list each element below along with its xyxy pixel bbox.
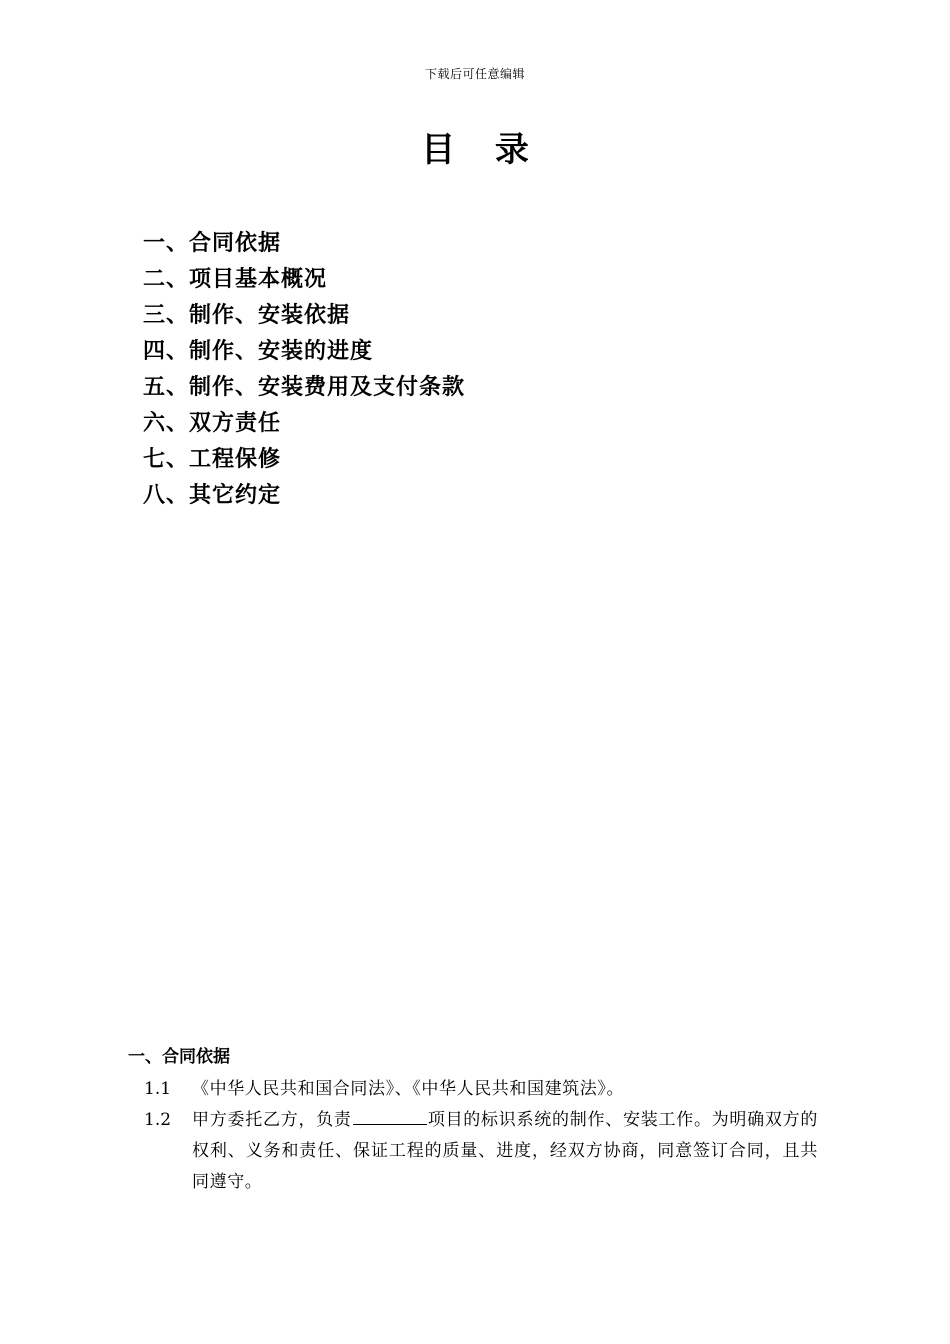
clause-number: 1.1	[144, 1079, 172, 1099]
blank-fill-line	[353, 1105, 427, 1125]
clause-number: 1.2	[144, 1110, 172, 1130]
clause-text-rest: 项目的标识系统的制作、安装工作。为明确双方的权利、义务和责任、保证工程的质量、进度，经双方协商，同意签订合同，且共同遵守。	[192, 1110, 819, 1192]
clause-1-1	[144, 1074, 818, 1105]
toc-item-fees-payment: 五、制作、安装费用及支付条款	[143, 375, 466, 400]
toc-item-contract-basis: 一、合同依据	[143, 231, 282, 256]
clause-text-start: 甲方委托乙方，负责	[192, 1110, 352, 1130]
toc-item-schedule: 四、制作、安装的进度	[143, 339, 374, 364]
toc-item-responsibilities: 六、双方责任	[143, 411, 282, 436]
clause-text	[192, 1105, 818, 1198]
toc-item-other-terms: 八、其它约定	[143, 483, 282, 508]
toc-item-project-overview: 二、项目基本概况	[143, 267, 328, 292]
clause-text: 《中华人民共和国合同法》、《中华人民共和国建筑法》。	[192, 1079, 625, 1099]
table-of-contents	[143, 226, 465, 514]
section-contract-basis	[128, 1044, 818, 1198]
toc-item-production-basis: 三、制作、安装依据	[143, 303, 351, 328]
section-heading: 一、合同依据	[128, 1047, 230, 1067]
toc-item-warranty: 七、工程保修	[143, 447, 282, 472]
toc-title: 目 录	[421, 130, 543, 170]
clause-1-2	[144, 1105, 818, 1198]
header-note: 下载后可任意编辑	[424, 67, 525, 81]
